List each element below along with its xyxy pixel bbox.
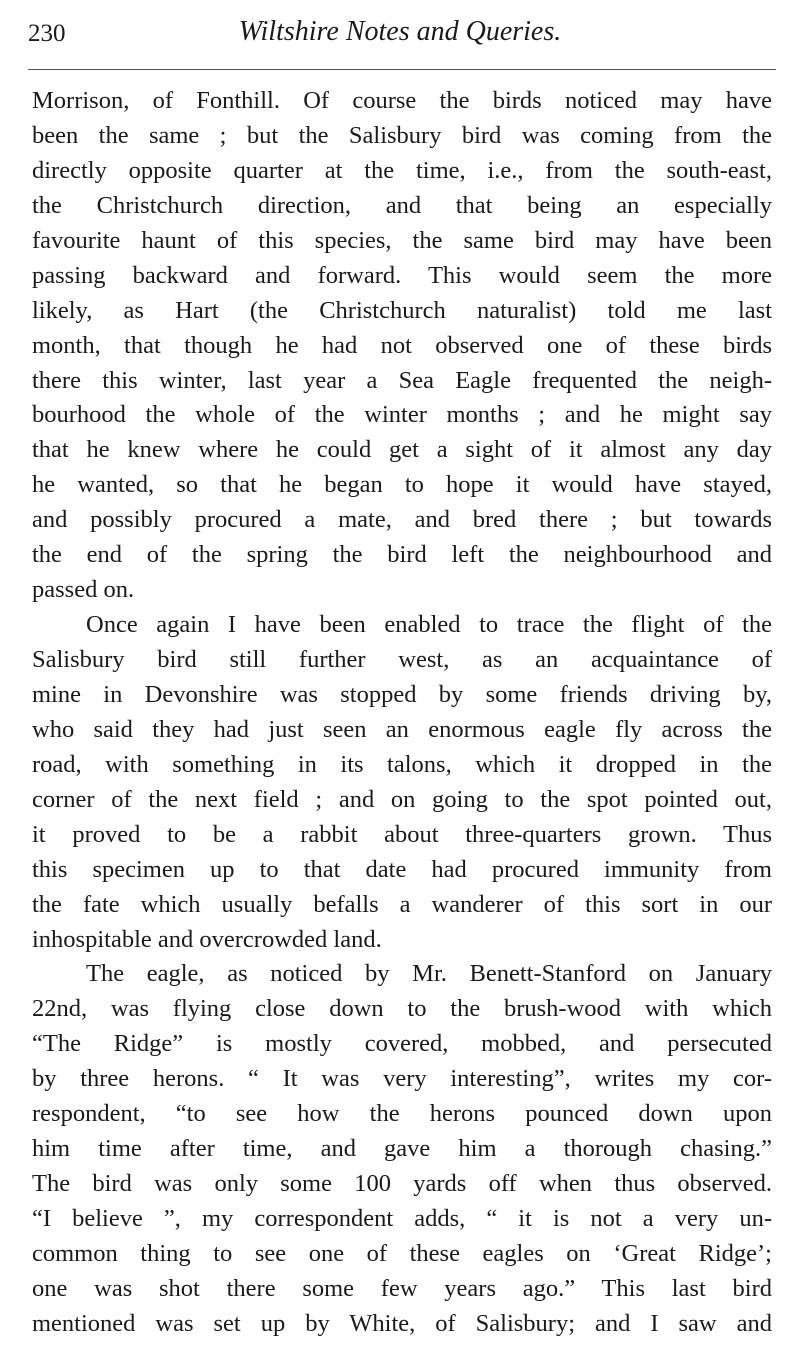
- text-line: bourhood the whole of the winter months ; and he might say: [32, 401, 772, 429]
- text-line: him time after time, and gave him a thorough chasing.”: [32, 1135, 772, 1163]
- text-line: likely, as Hart (the Christchurch naturalist) told me last: [32, 296, 772, 324]
- text-line: passing backward and forward. This would seem the more: [32, 261, 772, 289]
- text-line: directly opposite quarter at the time, i.e., from the south-east,: [32, 156, 772, 184]
- text-line: he wanted, so that he began to hope it would have stayed,: [32, 471, 772, 499]
- text-line: the fate which usually befalls a wanderer of this sort in our: [32, 890, 772, 918]
- text-line: one was shot there some few years ago.” This last bird: [32, 1274, 772, 1302]
- text-line: it proved to be a rabbit about three-quarters grown. Thus: [32, 820, 772, 848]
- text-line: and possibly procured a mate, and bred there ; but towards: [32, 506, 772, 534]
- text-line: 22nd, was flying close down to the brush-wood with which: [32, 995, 772, 1023]
- text-line: “The Ridge” is mostly covered, mobbed, and persecuted: [32, 1030, 772, 1058]
- text-line: Morrison, of Fonthill. Of course the birds noticed may have: [32, 87, 772, 114]
- text-line: the Christchurch direction, and that being an especially: [32, 191, 772, 219]
- text-line: mentioned was set up by White, of Salisbury; and I saw and: [32, 1309, 772, 1337]
- text-line: month, that though he had not observed one of these birds: [32, 331, 772, 359]
- text-line: passed on.: [32, 576, 135, 604]
- text-line: there this winter, last year a Sea Eagle frequented the neigh-: [32, 366, 772, 394]
- text-line: the end of the spring the bird left the neighbourhood and: [32, 541, 772, 569]
- text-line: common thing to see one of these eagles on ‘Great Ridge’;: [32, 1239, 772, 1267]
- header-rule: [28, 69, 776, 70]
- text-line: inhospitable and overcrowded land.: [32, 925, 382, 953]
- text-line: road, with something in its talons, which it dropped in the: [32, 750, 772, 778]
- body-text: [32, 84, 772, 1342]
- text-line: Salisbury bird still further west, as an acquaintance of: [32, 646, 772, 673]
- text-line: that he knew where he could get a sight of it almost any day: [32, 436, 772, 464]
- text-line: mine in Devonshire was stopped by some friends driving by,: [32, 680, 772, 708]
- text-line: corner of the next field ; and on going to the spot pointed out,: [32, 785, 772, 813]
- text-line: “I believe ”, my correspondent adds, “ it is not a very un-: [32, 1205, 772, 1232]
- text-line: this specimen up to that date had procured immunity from: [32, 855, 772, 883]
- text-line: Once again I have been enabled to trace the flight of the: [86, 611, 772, 639]
- text-line: The bird was only some 100 yards off when thus observed.: [32, 1170, 772, 1198]
- text-line: respondent, “to see how the herons pounced down upon: [32, 1100, 772, 1128]
- page-number: 230: [28, 20, 66, 47]
- running-title: Wiltshire Notes and Queries.: [238, 16, 562, 47]
- text-line: been the same ; but the Salisbury bird was coming from the: [32, 121, 772, 149]
- text-line: favourite haunt of this species, the same bird may have been: [32, 226, 772, 254]
- text-line: by three herons. “ It was very interesting”, writes my cor-: [32, 1065, 772, 1093]
- text-line: who said they had just seen an enormous eagle fly across the: [32, 715, 772, 743]
- text-line: The eagle, as noticed by Mr. Benett-Stanford on January: [86, 960, 772, 988]
